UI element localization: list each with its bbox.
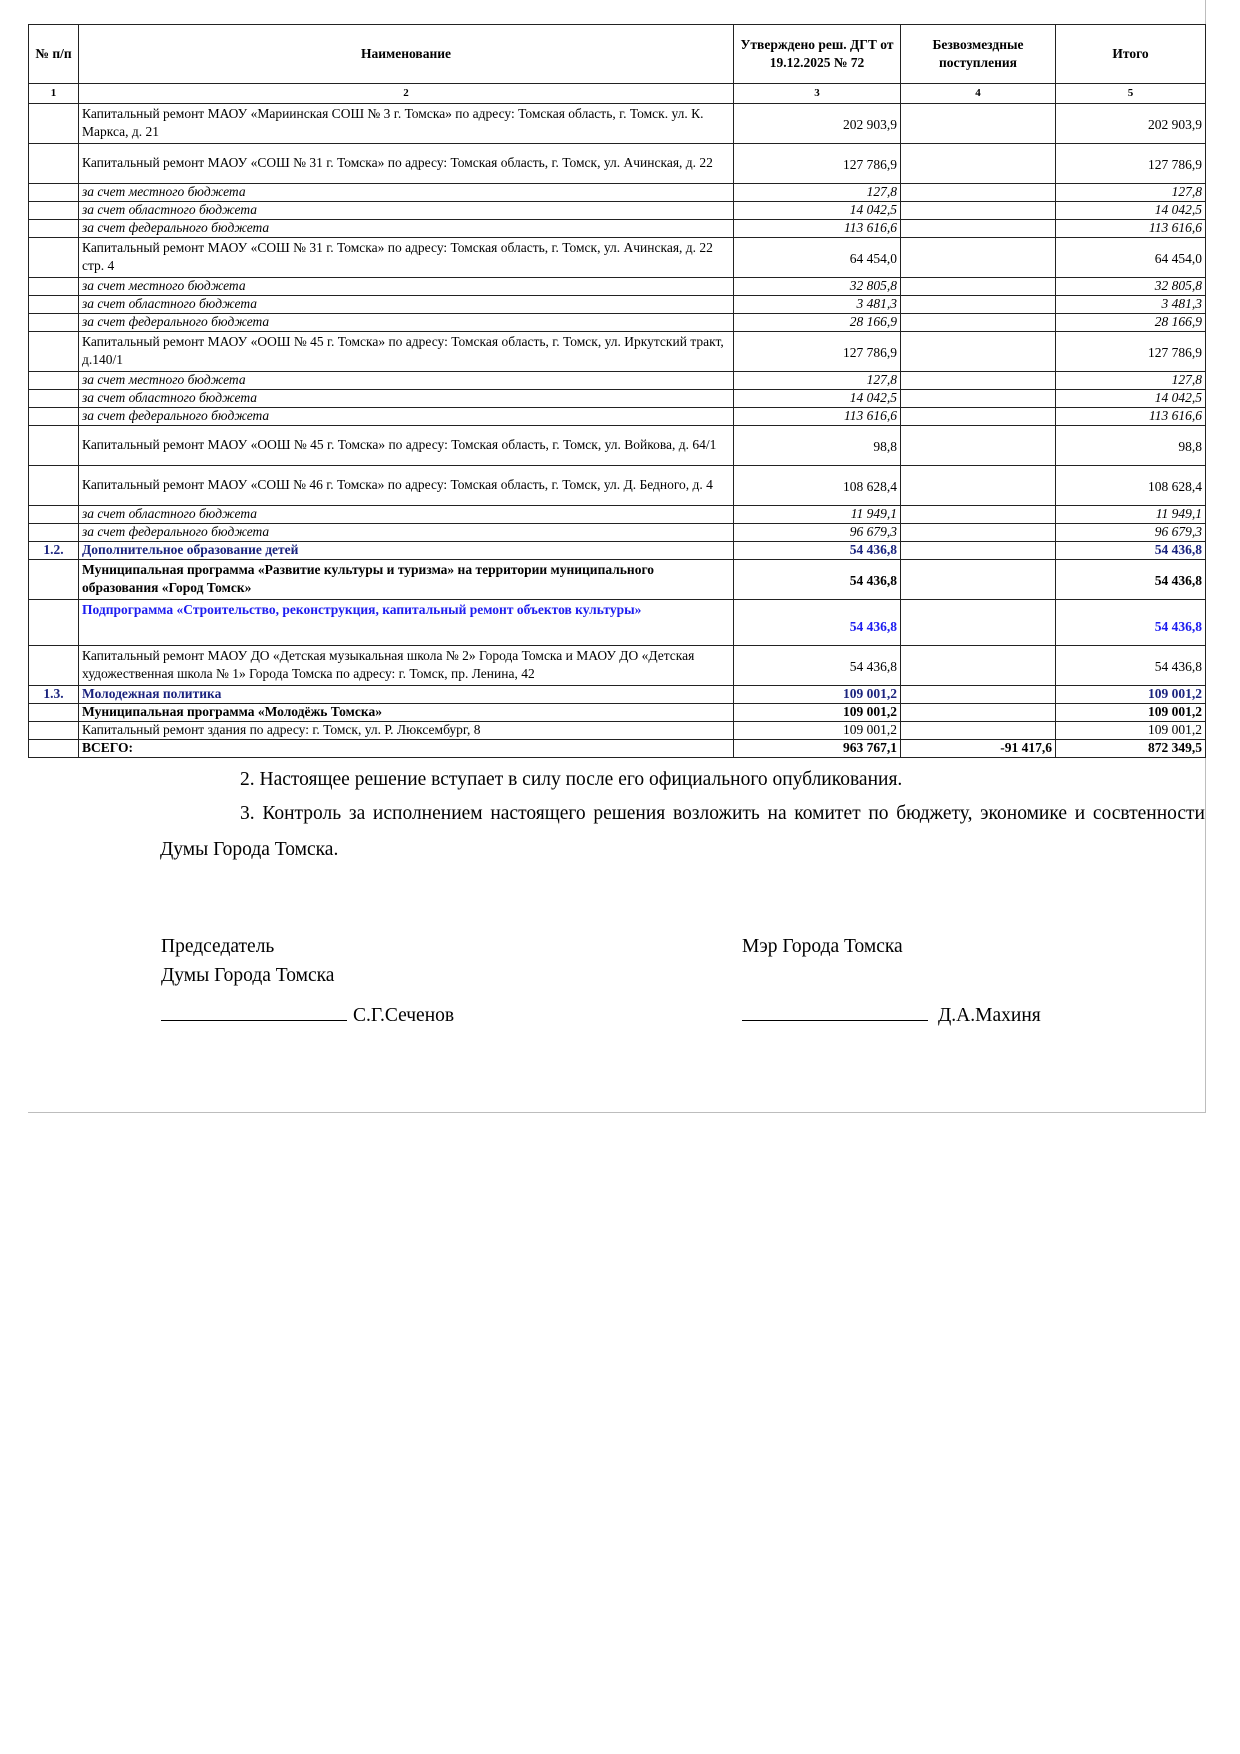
total-value: 54 436,8 — [1056, 645, 1206, 685]
row-number — [29, 389, 79, 407]
approved-value: 963 767,1 — [734, 739, 901, 757]
signature-name-row — [161, 1000, 454, 1030]
table-row — [29, 465, 1206, 505]
approved-value: 109 001,2 — [734, 703, 901, 721]
gratuitous-value — [901, 143, 1056, 183]
signatory-name: С.Г.Сеченов — [353, 1005, 455, 1026]
approved-value: 64 454,0 — [734, 237, 901, 277]
approved-value: 109 001,2 — [734, 685, 901, 703]
row-name: Капитальный ремонт МАОУ «ООШ № 45 г. Томска» по адресу: Томская область, г. Томск, ул. Войкова, д. 64/1 — [79, 425, 734, 465]
row-number — [29, 703, 79, 721]
approved-value: 98,8 — [734, 425, 901, 465]
total-value: 54 436,8 — [1056, 599, 1206, 645]
approved-value: 127,8 — [734, 183, 901, 201]
row-number — [29, 143, 79, 183]
approved-value: 54 436,8 — [734, 645, 901, 685]
gratuitous-value — [901, 407, 1056, 425]
table-header-row — [29, 25, 1206, 84]
signature-line — [742, 1000, 928, 1021]
table-row — [29, 313, 1206, 331]
row-name: за счет областного бюджета — [79, 389, 734, 407]
row-name: за счет местного бюджета — [79, 277, 734, 295]
row-name: за счет федерального бюджета — [79, 219, 734, 237]
total-value: 54 436,8 — [1056, 541, 1206, 559]
column-number: 2 — [79, 84, 734, 104]
signature-title: Мэр Города Томска — [742, 936, 903, 957]
gratuitous-value — [901, 237, 1056, 277]
total-value: 108 628,4 — [1056, 465, 1206, 505]
row-name: Подпрограмма «Строительство, реконструкция, капитальный ремонт объектов культуры» — [79, 599, 734, 645]
table-row — [29, 371, 1206, 389]
total-value: 96 679,3 — [1056, 523, 1206, 541]
row-name: ВСЕГО: — [79, 739, 734, 757]
total-row — [29, 739, 1206, 757]
column-number: 5 — [1056, 84, 1206, 104]
total-value: 54 436,8 — [1056, 559, 1206, 599]
row-number — [29, 103, 79, 143]
table-row — [29, 407, 1206, 425]
total-value: 127 786,9 — [1056, 331, 1206, 371]
total-value: 109 001,2 — [1056, 685, 1206, 703]
row-number: 1.3. — [29, 685, 79, 703]
table-row — [29, 103, 1206, 143]
row-number — [29, 739, 79, 757]
table-row — [29, 219, 1206, 237]
row-number — [29, 559, 79, 599]
signature-title: Думы Города Томска — [161, 965, 335, 986]
row-number — [29, 523, 79, 541]
approved-value: 202 903,9 — [734, 103, 901, 143]
gratuitous-value — [901, 559, 1056, 599]
total-value: 113 616,6 — [1056, 407, 1206, 425]
gratuitous-value — [901, 331, 1056, 371]
gratuitous-value — [901, 371, 1056, 389]
table-row — [29, 721, 1206, 739]
row-name: за счет федерального бюджета — [79, 313, 734, 331]
gratuitous-value — [901, 313, 1056, 331]
row-number — [29, 295, 79, 313]
column-number: 1 — [29, 84, 79, 104]
total-value: 109 001,2 — [1056, 721, 1206, 739]
gratuitous-value — [901, 599, 1056, 645]
total-value: 11 949,1 — [1056, 505, 1206, 523]
gratuitous-value — [901, 721, 1056, 739]
row-number — [29, 277, 79, 295]
gratuitous-value — [901, 183, 1056, 201]
total-value: 14 042,5 — [1056, 201, 1206, 219]
table-row — [29, 143, 1206, 183]
budget-table — [28, 24, 1206, 758]
row-name: Капитальный ремонт МАОУ «СОШ № 46 г. Томска» по адресу: Томская область, г. Томск, ул. Д. Бедного, д. 4 — [79, 465, 734, 505]
total-value: 113 616,6 — [1056, 219, 1206, 237]
signature-block-chairman — [161, 932, 454, 1030]
row-number — [29, 645, 79, 685]
total-value: 127,8 — [1056, 371, 1206, 389]
row-number — [29, 237, 79, 277]
row-name: Молодежная политика — [79, 685, 734, 703]
gratuitous-value — [901, 505, 1056, 523]
total-value: 872 349,5 — [1056, 739, 1206, 757]
signature-title: Председатель — [161, 936, 275, 957]
signature-name-row — [742, 1000, 1041, 1030]
gratuitous-value — [901, 219, 1056, 237]
row-name: за счет областного бюджета — [79, 295, 734, 313]
gratuitous-value — [901, 201, 1056, 219]
header-total: Итого — [1056, 25, 1206, 84]
gratuitous-value — [901, 277, 1056, 295]
row-number — [29, 465, 79, 505]
paragraph-3: 3. Контроль за исполнением настоящего решения возложить на комитет по бюджету, экономике и сосвтенности Думы Города Томска. — [160, 803, 1205, 860]
table-row — [29, 523, 1206, 541]
row-name: за счет федерального бюджета — [79, 407, 734, 425]
approved-value: 109 001,2 — [734, 721, 901, 739]
row-name: Капитальный ремонт МАОУ ДО «Детская музыкальная школа № 2» Города Томска и МАОУ ДО «Детская художественная школа № 1» Города Томска по адресу: г. Томск, пр. Ленина, 42 — [79, 645, 734, 685]
approved-value: 54 436,8 — [734, 599, 901, 645]
table-row — [29, 277, 1206, 295]
approved-value: 113 616,6 — [734, 219, 901, 237]
approved-value: 11 949,1 — [734, 505, 901, 523]
approved-value: 127 786,9 — [734, 331, 901, 371]
approved-value: 32 805,8 — [734, 277, 901, 295]
approved-value: 14 042,5 — [734, 389, 901, 407]
gratuitous-value — [901, 645, 1056, 685]
gratuitous-value — [901, 523, 1056, 541]
row-number — [29, 599, 79, 645]
row-name: за счет федерального бюджета — [79, 523, 734, 541]
row-number — [29, 201, 79, 219]
row-number — [29, 505, 79, 523]
approved-value: 3 481,3 — [734, 295, 901, 313]
table-row — [29, 237, 1206, 277]
column-number: 3 — [734, 84, 901, 104]
row-name: за счет областного бюджета — [79, 505, 734, 523]
approved-value: 96 679,3 — [734, 523, 901, 541]
gratuitous-value: -91 417,6 — [901, 739, 1056, 757]
signature-line — [161, 1000, 347, 1021]
table-row — [29, 389, 1206, 407]
column-number: 4 — [901, 84, 1056, 104]
column-number-row — [29, 84, 1206, 104]
table-row — [29, 425, 1206, 465]
table-row — [29, 183, 1206, 201]
total-value: 28 166,9 — [1056, 313, 1206, 331]
header-approved: Утверждено реш. ДГТ от 19.12.2025 № 72 — [734, 25, 901, 84]
row-name: Капитальный ремонт МАОУ «ООШ № 45 г. Томска» по адресу: Томская область, г. Томск, ул. Иркутский тракт, д.140/1 — [79, 331, 734, 371]
approved-value: 108 628,4 — [734, 465, 901, 505]
approved-value: 14 042,5 — [734, 201, 901, 219]
row-number — [29, 407, 79, 425]
row-number — [29, 425, 79, 465]
row-number: 1.2. — [29, 541, 79, 559]
table-row — [29, 201, 1206, 219]
gratuitous-value — [901, 465, 1056, 505]
table-row — [29, 599, 1206, 645]
approved-value: 127 786,9 — [734, 143, 901, 183]
approved-value: 54 436,8 — [734, 541, 901, 559]
table-body — [29, 103, 1206, 757]
total-value: 127 786,9 — [1056, 143, 1206, 183]
paragraph-2: 2. Настоящее решение вступает в силу после его официального опубликования. — [240, 769, 903, 790]
row-number — [29, 183, 79, 201]
total-value: 64 454,0 — [1056, 237, 1206, 277]
row-number — [29, 313, 79, 331]
table-row — [29, 295, 1206, 313]
table-row — [29, 559, 1206, 599]
approved-value: 28 166,9 — [734, 313, 901, 331]
approved-value: 127,8 — [734, 371, 901, 389]
row-number — [29, 371, 79, 389]
total-value: 32 805,8 — [1056, 277, 1206, 295]
row-name: Капитальный ремонт МАОУ «Мариинская СОШ № 3 г. Томска» по адресу: Томская область, г. Томск. ул. К. Маркса, д. 21 — [79, 103, 734, 143]
total-value: 98,8 — [1056, 425, 1206, 465]
gratuitous-value — [901, 389, 1056, 407]
signature-block-mayor — [742, 932, 1041, 1030]
total-value: 202 903,9 — [1056, 103, 1206, 143]
total-value: 109 001,2 — [1056, 703, 1206, 721]
table-row — [29, 703, 1206, 721]
header-name: Наименование — [79, 25, 734, 84]
row-name: за счет местного бюджета — [79, 371, 734, 389]
header-gratuitous: Безвозмездные поступления — [901, 25, 1056, 84]
row-name: Дополнительное образование детей — [79, 541, 734, 559]
table-row — [29, 645, 1206, 685]
total-value: 14 042,5 — [1056, 389, 1206, 407]
row-number — [29, 721, 79, 739]
table-row — [29, 685, 1206, 703]
row-name: за счет местного бюджета — [79, 183, 734, 201]
gratuitous-value — [901, 541, 1056, 559]
table-row — [29, 541, 1206, 559]
gratuitous-value — [901, 685, 1056, 703]
row-number — [29, 331, 79, 371]
header-no: № п/п — [29, 25, 79, 84]
spacer — [742, 961, 1041, 990]
row-name: Капитальный ремонт здания по адресу: г. Томск, ул. Р. Люксембург, 8 — [79, 721, 734, 739]
gratuitous-value — [901, 425, 1056, 465]
gratuitous-value — [901, 103, 1056, 143]
signatory-name: Д.А.Махиня — [938, 1005, 1041, 1026]
approved-value: 113 616,6 — [734, 407, 901, 425]
row-name: Муниципальная программа «Молодёжь Томска» — [79, 703, 734, 721]
table-row — [29, 505, 1206, 523]
row-name: Муниципальная программа «Развитие культуры и туризма» на территории муниципального образования «Город Томск» — [79, 559, 734, 599]
approved-value: 54 436,8 — [734, 559, 901, 599]
row-name: за счет областного бюджета — [79, 201, 734, 219]
row-name: Капитальный ремонт МАОУ «СОШ № 31 г. Томска» по адресу: Томская область, г. Томск, ул. Ачинская, д. 22 — [79, 143, 734, 183]
total-value: 3 481,3 — [1056, 295, 1206, 313]
gratuitous-value — [901, 295, 1056, 313]
gratuitous-value — [901, 703, 1056, 721]
row-name: Капитальный ремонт МАОУ «СОШ № 31 г. Томска» по адресу: Томская область, г. Томск, ул. Ачинская, д. 22 стр. 4 — [79, 237, 734, 277]
table-row — [29, 331, 1206, 371]
total-value: 127,8 — [1056, 183, 1206, 201]
row-number — [29, 219, 79, 237]
